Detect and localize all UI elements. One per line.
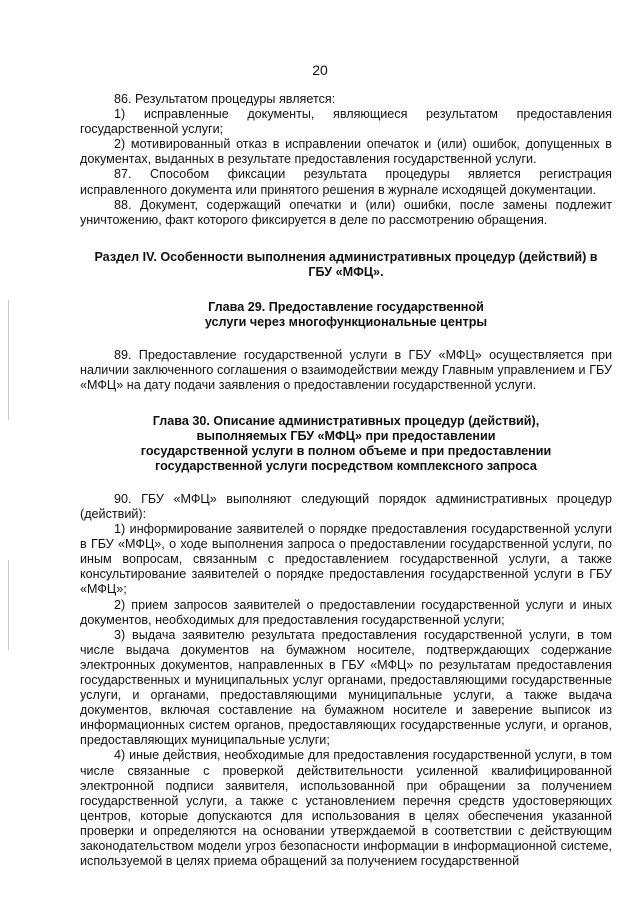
chapter-30-heading-line: выполняемых ГБУ «МФЦ» при предоставлении: [196, 428, 496, 443]
paragraph-89: 89. Предоставление государственной услуги в ГБУ «МФЦ» осуществляется при наличии заключенного соглашения о взаимодействии между Главным управлением и ГБУ «МФЦ» на дату подачи заявления о предоставлении государственной услуги.: [80, 348, 612, 393]
chapter-30-heading-line: государственной услуги в полном объеме и при предоставлении: [140, 443, 552, 458]
paragraph-88: 88. Документ, содержащий опечатки и (или) ошибки, после замены подлежит уничтожению, факт которого фиксируется в деле по рассмотрению обращения.: [80, 197, 612, 227]
chapter-29-heading-line: Глава 29. Предоставление государственной: [208, 300, 484, 315]
paragraph-90-item-4: 4) иные действия, необходимые для предоставления государственной услуги, в том числе связанные с проверкой действительности усиленной квалифицированной электронной подписи заявителя, использованной при обращении за получением государственной услуги, а также с установлением перечня средств удостоверяющих центров, которые допускаются для использования в целях обеспечения указанной проверки и определяются на основании утверждаемой в соответствии с действующим законодательством модели угроз безопасности информации в информационной системе, используемой в целях приема обращений за получением государственной: [80, 748, 612, 869]
chapter-30-heading-line: государственной услуги посредством комплексного запроса: [155, 458, 537, 473]
paragraph-86-item-1: 1) исправленные документы, являющиеся результатом предоставления государственной услуги;: [80, 107, 612, 137]
document-body: [80, 92, 612, 869]
chapter-29-heading-line: услуги через многофункциональные центры: [204, 315, 488, 330]
paragraph-86-item-2: 2) мотивированный отказ в исправлении опечаток и (или) ошибок, допущенных в документах, выданных в результате предоставления государственной услуги.: [80, 137, 612, 167]
paragraph-90-item-2: 2) прием запросов заявителей о предоставлении государственной услуги и иных документов, необходимых для предоставления государственной услуги;: [80, 597, 612, 627]
chapter-30-heading: [80, 414, 612, 474]
paragraph-90-item-3: 3) выдача заявителю результата предоставления государственной услуги, в том числе выдача документов на бумажном носителе, подтверждающих содержание электронных документов, направленных в ГБУ «МФЦ» по результатам предоставления государственных и муниципальных услуг органами, предоставляющими государственные услуги, и органами, предоставляющими муниципальные услуги, а также выдача документов, включая составление на бумажном носителе и заверение выписок из информационных систем органов, предоставляющих государственные услуги, и органов, предоставляющих муниципальные услуги;: [80, 627, 612, 748]
page-number: 20: [312, 62, 328, 78]
scan-edge-mark: [8, 560, 9, 650]
section-iv-heading-line: Раздел IV. Особенности выполнения административных процедур (действий) в: [94, 249, 598, 264]
paragraph-90-item-1: 1) информирование заявителей о порядке предоставления государственной услуги в ГБУ «МФЦ», о ходе выполнения запроса о предоставлении государственной услуги, по иным вопросам, связанным с предоставлением государственной услуги, а также консультирование заявителей о порядке предоставления государственной услуги в ГБУ «МФЦ»;: [80, 522, 612, 597]
chapter-30-heading-line: Глава 30. Описание административных процедур (действий),: [152, 413, 540, 428]
chapter-29-heading: [80, 300, 612, 330]
scan-edge-mark: [8, 300, 9, 420]
paragraph-90-intro: 90. ГБУ «МФЦ» выполняют следующий порядок административных процедур (действий):: [80, 491, 612, 521]
section-iv-heading-line: ГБУ «МФЦ».: [308, 264, 384, 279]
section-iv-heading: [80, 250, 612, 280]
paragraph-86-intro: 86. Результатом процедуры является:: [114, 92, 336, 106]
paragraph-87: 87. Способом фиксации результата процедуры является регистрация исправленного документа или принятого решения в журнале исходящей документации.: [80, 167, 612, 197]
